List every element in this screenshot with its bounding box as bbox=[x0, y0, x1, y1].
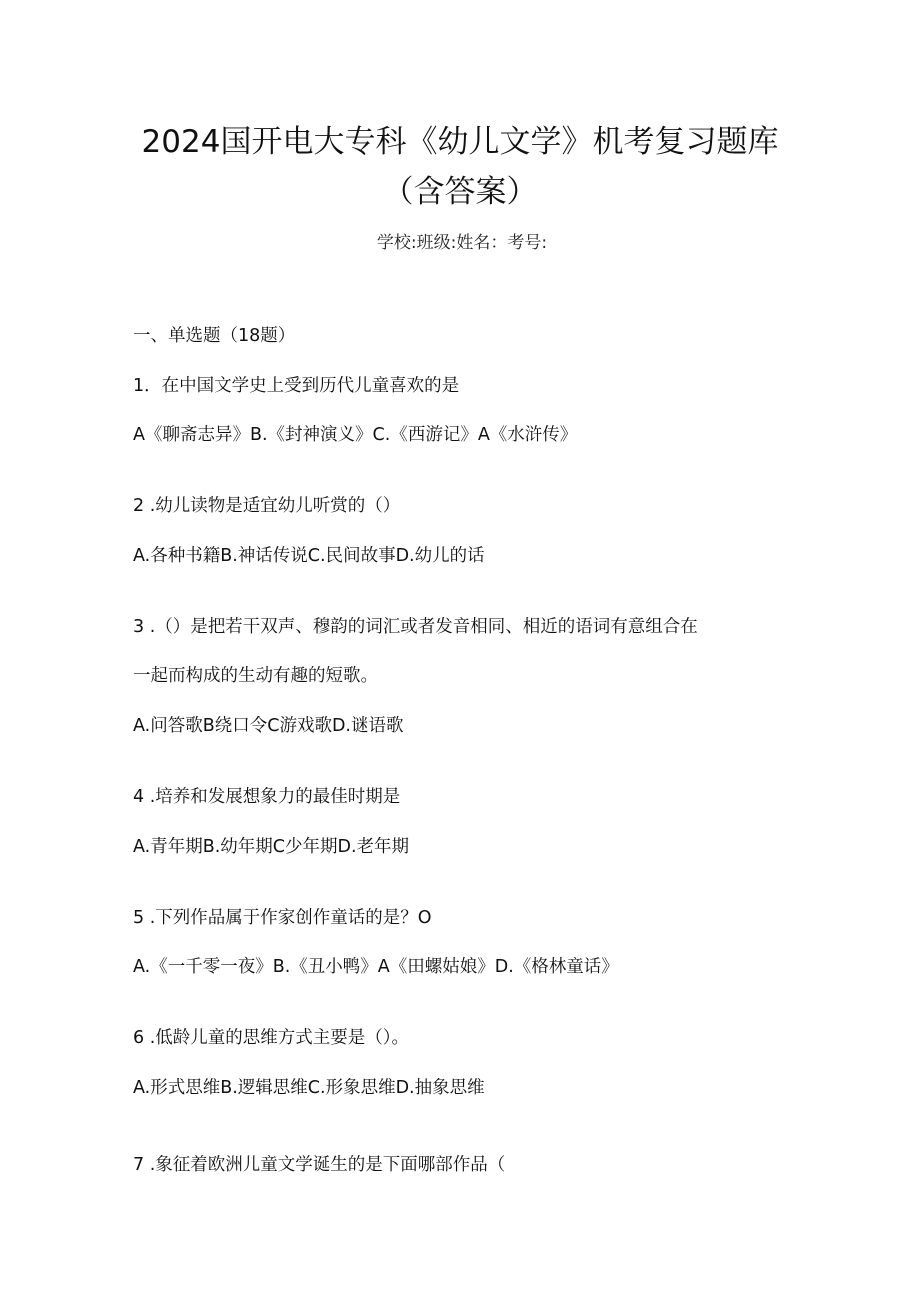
question-3-stem-line-2: 一起而构成的生动有趣的短歌。 bbox=[133, 666, 378, 686]
question-3-options: A.问答歌B绕口令C游戏歌D.谜语歌 bbox=[133, 716, 404, 736]
question-6-stem: 6 .低龄儿童的思维方式主要是（）。 bbox=[133, 1028, 410, 1048]
question-1-stem: 1．在中国文学史上受到历代儿童喜欢的是 bbox=[133, 376, 460, 396]
section-heading: 一、单选题（18题） bbox=[133, 326, 296, 346]
question-4-options: A.青年期B.幼年期C少年期D.老年期 bbox=[133, 837, 410, 857]
question-3-stem-line-1: 3 .（）是把若干双声、穆韵的词汇或者发音相同、相近的语词有意组合在 bbox=[133, 617, 698, 637]
question-7-stem: 7 .象征着欧洲儿童文学诞生的是下面哪部作品（ bbox=[133, 1155, 506, 1175]
question-1-options: A《聊斋志异》B.《封神演义》C.《西游记》A《水浒传》 bbox=[133, 425, 578, 445]
question-5-stem: 5 .下列作品属于作家创作童话的是？O bbox=[133, 908, 432, 928]
document-title-line-1: 2024国开电大专科《幼儿文学》机考复习题库 bbox=[141, 124, 779, 160]
question-5-options: A.《一千零一夜》B.《丑小鸭》A《田螺姑娘》D.《格林童话》 bbox=[133, 957, 619, 977]
question-4-stem: 4 .培养和发展想象力的最佳时期是 bbox=[133, 787, 401, 807]
document-title-line-2: （含答案） bbox=[382, 174, 538, 210]
question-6-options: A.形式思维B.逻辑思维C.形象思维D.抽象思维 bbox=[133, 1078, 485, 1098]
question-2-stem: 2 .幼儿读物是适宜幼儿听赏的（） bbox=[133, 496, 401, 516]
student-info-line: 学校:班级:姓名：考号: bbox=[376, 233, 548, 253]
question-2-options: A.各种书籍B.神话传说C.民间故事D.幼儿的话 bbox=[133, 546, 485, 566]
